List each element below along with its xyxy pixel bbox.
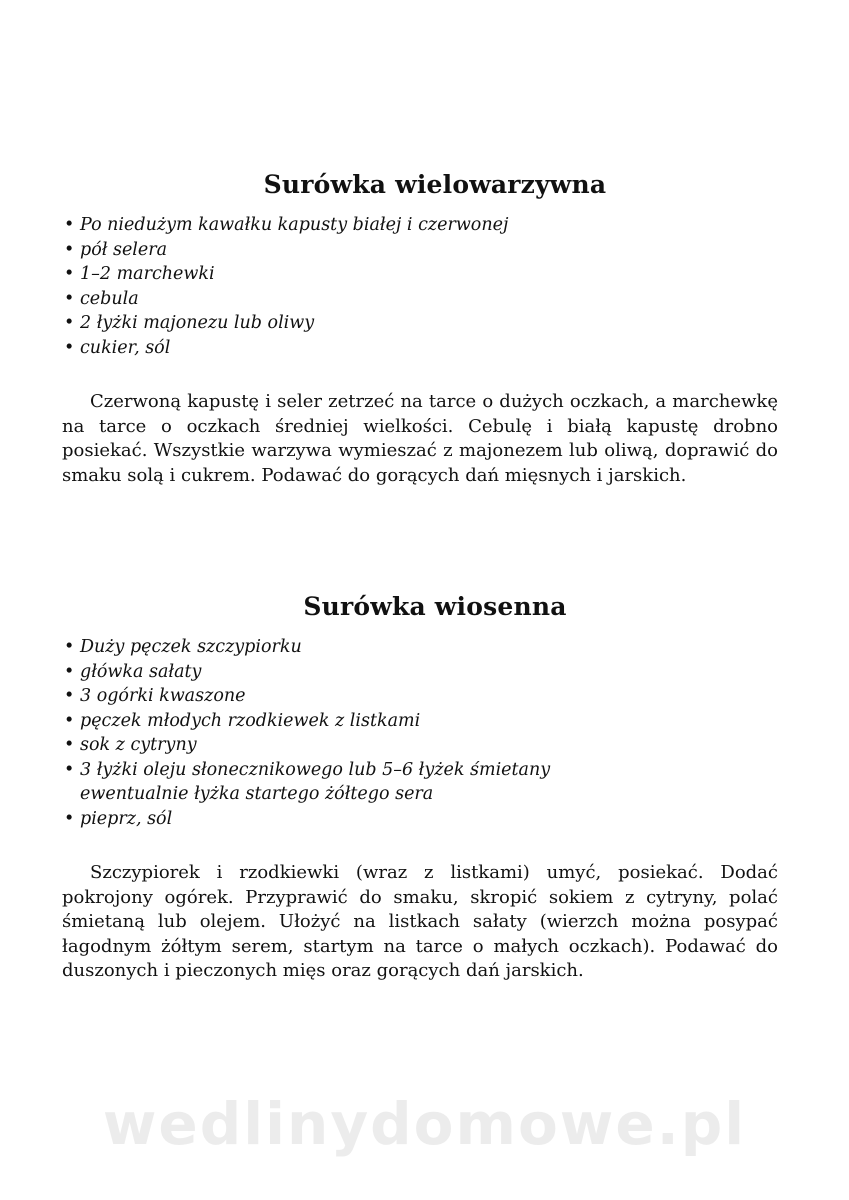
recipe-method: Czerwoną kapustę i seler zetrzeć na tarce o dużych oczkach, a marchewkę na tarce o oczkach średniej wielkości. Cebulę i białą kapustę drobno posiekać. Wszystkie warzywa wymieszać z majonezem lub oliwą, doprawić do smaku solą i cukrem. Podawać do gorących dań mięsnych i jarskich. — [62, 391, 778, 486]
ingredient-item: • pół selera — [62, 238, 778, 263]
ingredient-item: • cukier, sól — [62, 336, 778, 361]
ingredient-item: • główka sałaty — [62, 660, 778, 685]
ingredient-list — [62, 635, 778, 831]
bullet-icon: • — [64, 313, 75, 333]
recipe-title: Surówka wiosenna — [303, 592, 567, 621]
ingredient-item: • 2 łyżki majonezu lub oliwy — [62, 311, 778, 336]
bullet-icon: • — [64, 808, 75, 829]
ingredient-item: • 3 ogórki kwaszone — [62, 684, 778, 709]
ingredient-list — [62, 213, 778, 360]
bullet-icon: • — [64, 735, 75, 755]
bullet-icon: • — [64, 337, 75, 358]
bullet-icon: • — [64, 264, 75, 284]
bullet-icon: • — [64, 288, 75, 309]
recipe-title: Surówka wielowarzywna — [263, 170, 607, 199]
ingredient-item: • Duży pęczek szczypiorku — [62, 635, 778, 660]
ingredient-item: • sok z cytryny — [62, 733, 778, 758]
ingredient-continuation: ewentualnie łyżka startego żółtego sera — [80, 784, 434, 804]
ingredient-item: • 1–2 marchewki — [62, 262, 778, 287]
ingredient-item: • pieprz, sól — [62, 807, 778, 832]
watermark: wedlinydomowe.pl — [102, 1090, 747, 1158]
bullet-icon: • — [64, 637, 75, 657]
recipe-surowka-wiosenna — [62, 592, 778, 984]
bullet-icon: • — [64, 661, 75, 682]
ingredient-item: • 3 łyżki oleju słonecznikowego lub 5–6 łyżek śmietany ewentualnie łyżka startego żółtego sera — [62, 758, 778, 807]
bullet-icon: • — [64, 710, 75, 731]
bullet-icon: • — [64, 686, 75, 706]
recipe-method: Szczypiorek i rzodkiewki (wraz z listkami) umyć, posiekać. Dodać pokrojony ogórek. Przyprawić do smaku, skropić sokiem z cytryny, polać śmietaną lub olejem. Ułożyć na listkach sałaty (wierzch można posypać łagodnym żółtym serem, startym na tarce o małych oczkach). Podawać do duszonych i pieczonych mięs oraz gorących dań jarskich. — [62, 862, 778, 981]
bullet-icon: • — [64, 215, 75, 235]
recipe-surowka-wielowarzywna — [62, 170, 778, 488]
bullet-icon: • — [64, 239, 75, 260]
ingredient-item: • Po niedużym kawałku kapusty białej i czerwonej — [62, 213, 778, 238]
bullet-icon: • — [64, 759, 75, 780]
ingredient-item: • pęczek młodych rzodkiewek z listkami — [62, 709, 778, 734]
ingredient-item: • cebula — [62, 287, 778, 312]
